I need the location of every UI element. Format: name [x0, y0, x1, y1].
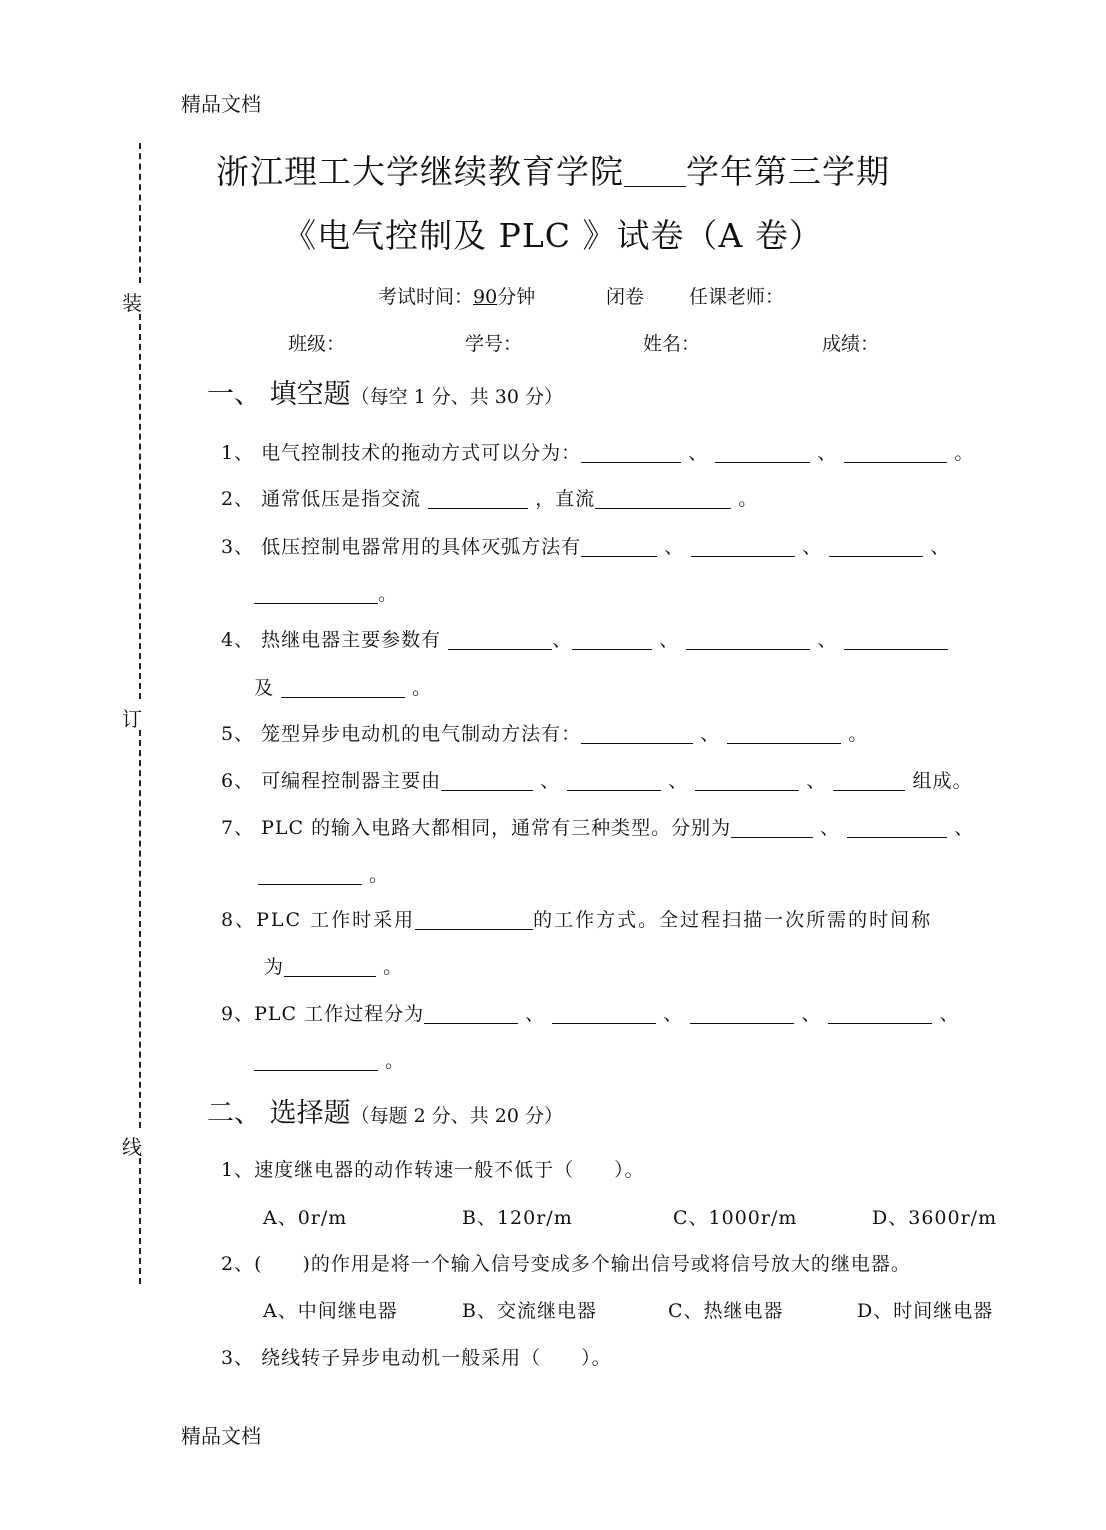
choice-2-option-b[interactable]: B、交流继电器 — [462, 1300, 597, 1322]
fill-question-2: 2、 通常低压是指交流 ，直流 。 — [221, 488, 759, 510]
answer-blank[interactable] — [727, 723, 841, 744]
closed-book-label: 闭卷 — [606, 286, 645, 308]
answer-blank[interactable] — [258, 864, 362, 885]
binding-char-xian: 线 — [122, 1135, 142, 1159]
choice-question-1: 1、速度继电器的动作转速一般不低于（ ）。 — [221, 1159, 645, 1181]
binding-char-ding: 订 — [122, 707, 142, 731]
choice-question-3: 3、 绕线转子异步电动机一般采用（ ）。 — [221, 1347, 612, 1369]
section-note: （每题 2 分、共 20 分） — [350, 1105, 564, 1127]
choice-2-option-d[interactable]: D、时间继电器 — [857, 1300, 994, 1322]
choice-2-option-a[interactable]: A、中间继电器 — [263, 1300, 398, 1322]
answer-blank[interactable] — [731, 817, 813, 838]
choice-1-option-d[interactable]: D、3600r/m — [872, 1207, 998, 1229]
answer-blank[interactable] — [424, 1003, 518, 1024]
answer-blank[interactable] — [695, 770, 799, 791]
answer-blank[interactable] — [284, 956, 376, 977]
fill-question-7: 7、 PLC 的输入电路大都相同，通常有三种类型。分别为 、 、 — [221, 817, 975, 839]
answer-blank[interactable] — [844, 629, 948, 650]
answer-blank[interactable] — [691, 536, 795, 557]
binding-dash-line — [139, 1158, 141, 1284]
answer-blank[interactable] — [428, 488, 528, 509]
answer-blank[interactable] — [581, 723, 693, 744]
answer-blank[interactable] — [254, 1050, 378, 1071]
fill-question-3: 3、 低压控制电器常用的具体灭弧方法有 、 、 、 — [221, 536, 951, 558]
score-label: 成绩： — [822, 333, 880, 355]
exam-duration: 90 — [473, 286, 498, 308]
answer-blank[interactable] — [581, 442, 681, 463]
page-header: 精品文档 — [181, 92, 261, 116]
choice-1-option-b[interactable]: B、120r/m — [462, 1207, 573, 1229]
fill-question-4: 4、 热继电器主要参数有 、 、 、 — [221, 625, 948, 652]
answer-blank[interactable] — [281, 677, 405, 698]
term-text: 学年第三学期 — [686, 152, 890, 191]
answer-blank[interactable] — [572, 629, 652, 650]
binding-dash-line — [139, 314, 141, 699]
page-footer: 精品文档 — [181, 1424, 261, 1448]
fill-question-1: 1、 电气控制技术的拖动方式可以分为： 、 、 。 — [221, 442, 975, 464]
binding-char-zhuang: 装 — [122, 291, 142, 315]
section-note: （每空 1 分、共 30 分） — [350, 386, 564, 408]
answer-blank[interactable] — [581, 536, 657, 557]
fill-question-5: 5、 笼型异步电动机的电气制动方法有： 、 。 — [221, 723, 869, 745]
fill-question-4-cont: 及 。 — [254, 677, 433, 699]
answer-blank[interactable] — [415, 909, 533, 930]
answer-blank[interactable] — [833, 770, 905, 791]
teacher-label: 任课老师： — [689, 286, 785, 308]
answer-blank[interactable] — [567, 770, 661, 791]
exam-title-line2: 《电气控制及 PLC 》试卷（A 卷） — [283, 216, 823, 255]
answer-blank[interactable] — [254, 583, 378, 604]
answer-blank[interactable] — [847, 817, 947, 838]
answer-blank[interactable] — [829, 536, 923, 557]
answer-blank[interactable] — [690, 1003, 794, 1024]
choice-1-option-a[interactable]: A、0r/m — [263, 1207, 348, 1229]
year-blank — [624, 166, 686, 187]
exam-time: 考试时间：90分钟 — [378, 286, 536, 308]
section-choice-title: 二、 选择题（每题 2 分、共 20 分） — [207, 1098, 564, 1129]
answer-blank[interactable] — [448, 629, 552, 650]
fill-question-8: 8、PLC 工作时采用 的工作方式。全过程扫描一次所需的时间称 — [221, 909, 933, 931]
answer-blank[interactable] — [715, 442, 810, 463]
fill-question-9: 9、PLC 工作过程分为 、 、 、 、 — [221, 1003, 960, 1025]
answer-blank[interactable] — [686, 629, 810, 650]
choice-2-option-c[interactable]: C、热继电器 — [668, 1300, 784, 1322]
fill-question-6: 6、 可编程控制器主要由 、 、 、 组成。 — [221, 770, 973, 792]
fill-question-8-cont: 为 。 — [264, 956, 404, 978]
fill-question-7-cont: 。 — [258, 860, 389, 887]
answer-blank[interactable] — [844, 442, 947, 463]
binding-dash-line — [139, 730, 141, 1128]
answer-blank[interactable] — [441, 770, 533, 791]
fill-question-3-cont: 。 — [254, 579, 398, 606]
section-fill-in-title: 一、 填空题（每空 1 分、共 30 分） — [207, 379, 564, 410]
answer-blank[interactable] — [595, 488, 731, 509]
choice-question-2: 2、( )的作用是将一个输入信号变成多个输出信号或将信号放大的继电器。 — [221, 1253, 911, 1275]
choice-1-option-c[interactable]: C、1000r/m — [673, 1207, 798, 1229]
name-label: 姓名： — [643, 333, 701, 355]
fill-question-9-cont: 。 — [254, 1046, 405, 1073]
school-name: 浙江理工大学继续教育学院 — [216, 152, 624, 191]
student-id-label: 学号： — [465, 333, 523, 355]
class-label: 班级： — [288, 333, 346, 355]
answer-blank[interactable] — [552, 1003, 656, 1024]
answer-blank[interactable] — [828, 1003, 932, 1024]
exam-title-line1 — [0, 146, 1106, 193]
